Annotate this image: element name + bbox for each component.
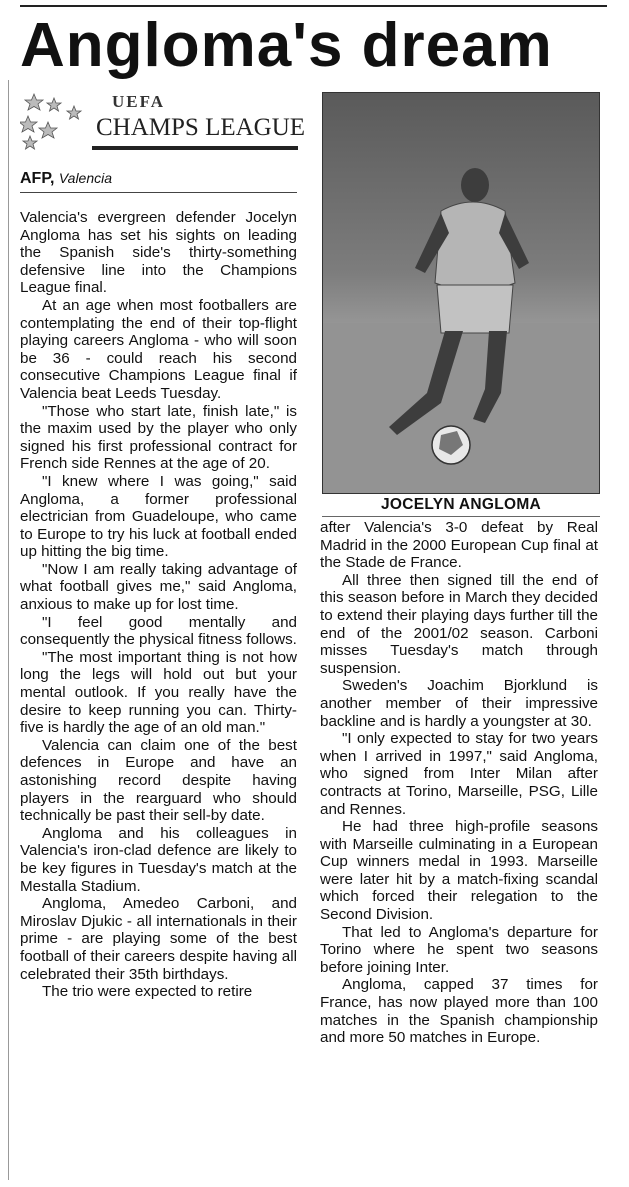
player-photo [322, 92, 600, 494]
caption-rule [322, 516, 600, 517]
byline-rule [20, 192, 297, 193]
paragraph: Valencia can claim one of the best defences in Europe and have an astonishing record despite having players in the rearguard who should technically be past their sell-by date. [20, 736, 297, 825]
paragraph: At an age when most footballers are contemplating the end of their top-flight playing careers Angloma - who will soon be 36 - could reach his second consecutive Champions League final if Valencia beat Leeds Tuesday. [20, 296, 297, 402]
paragraph: Angloma and his colleagues in Valencia's iron-clad defence are likely to be key figures in Tuesday's match at the Mestalla Stadium. [20, 824, 297, 895]
byline [20, 170, 295, 188]
article-column-1 [20, 209, 297, 1001]
logo-uefa-text: UEFA [112, 92, 166, 111]
paragraph: "Now I am really taking advantage of what football gives me," said Angloma, anxious to make up for lost time. [20, 560, 297, 614]
paragraph: All three then signed till the end of this season before in March they decided to extend their playing days further till the end of the 2001/02 season. Carboni misses Tuesday's match through suspension. [320, 571, 598, 677]
paragraph: Sweden's Joachim Bjorklund is another member of their impressive backline and is hardly a youngster at 30. [320, 677, 598, 730]
top-rule [20, 5, 607, 7]
paragraph: "The most important thing is not how long the legs will hold out but your mental outlook. If you really have the desire to keep running you can. Thirty-five is hardly the age of an old man." [20, 648, 297, 737]
paragraph: after Valencia's 3-0 defeat by Real Madrid in the 2000 European Cup final at the Stade de France. [320, 519, 598, 572]
paragraph: "Those who start late, finish late," is the maxim used by the player who only signed his first professional contract for French side Rennes at the age of 20. [20, 402, 297, 473]
left-margin-rule [8, 80, 9, 1180]
paragraph: He had three high-profile seasons with Marseille culminating in a European Cup winners medal in 1993. Marseille were later hit by a match-fixing scandal which forced their relegation to the Second Division. [320, 818, 598, 924]
starball-icon [20, 92, 92, 152]
logo-league-text: CHAMPS LEAGUE [96, 114, 306, 141]
paragraph: That led to Angloma's departure for Torino where he spent two seasons before joining Inter. [320, 923, 598, 976]
footballer-image [323, 93, 599, 493]
paragraph: Angloma, capped 37 times for France, has now played more than 100 matches in the Spanish championship and more 50 matches in Europe. [320, 976, 598, 1047]
paragraph: Angloma, Amedeo Carboni, and Miroslav Djukic - all internationals in their prime - are playing some of the best football of their careers despite having all celebrated their 35th birthdays. [20, 895, 297, 983]
byline-agency: AFP, [20, 170, 55, 187]
article-column-2 [320, 519, 598, 1047]
headline: Angloma's dream [20, 11, 553, 80]
paragraph: "I feel good mentally and consequently the physical fitness follows. [20, 613, 297, 649]
paragraph: The trio were expected to retire [42, 983, 253, 1001]
paragraph: "I knew where I was going," said Angloma, a former professional electrician from Guadeloupe, who came to Europe to try his luck at football ended up hitting the big time. [20, 472, 297, 561]
photo-caption: JOCELYN ANGLOMA [380, 496, 542, 513]
paragraph: "I only expected to stay for two years when I arrived in 1997," said Angloma, who signed from Inter Milan after contracts at Torino, Marseille, PSG, Lille and Rennes. [320, 730, 598, 818]
logo-underline [92, 146, 298, 150]
byline-location: Valencia [58, 170, 113, 186]
champions-league-logo [20, 92, 306, 154]
paragraph: Valencia's evergreen defender Jocelyn Angloma has set his sights on leading the Spanish side's thirty-something defensive line into the Champions League final. [20, 209, 297, 297]
